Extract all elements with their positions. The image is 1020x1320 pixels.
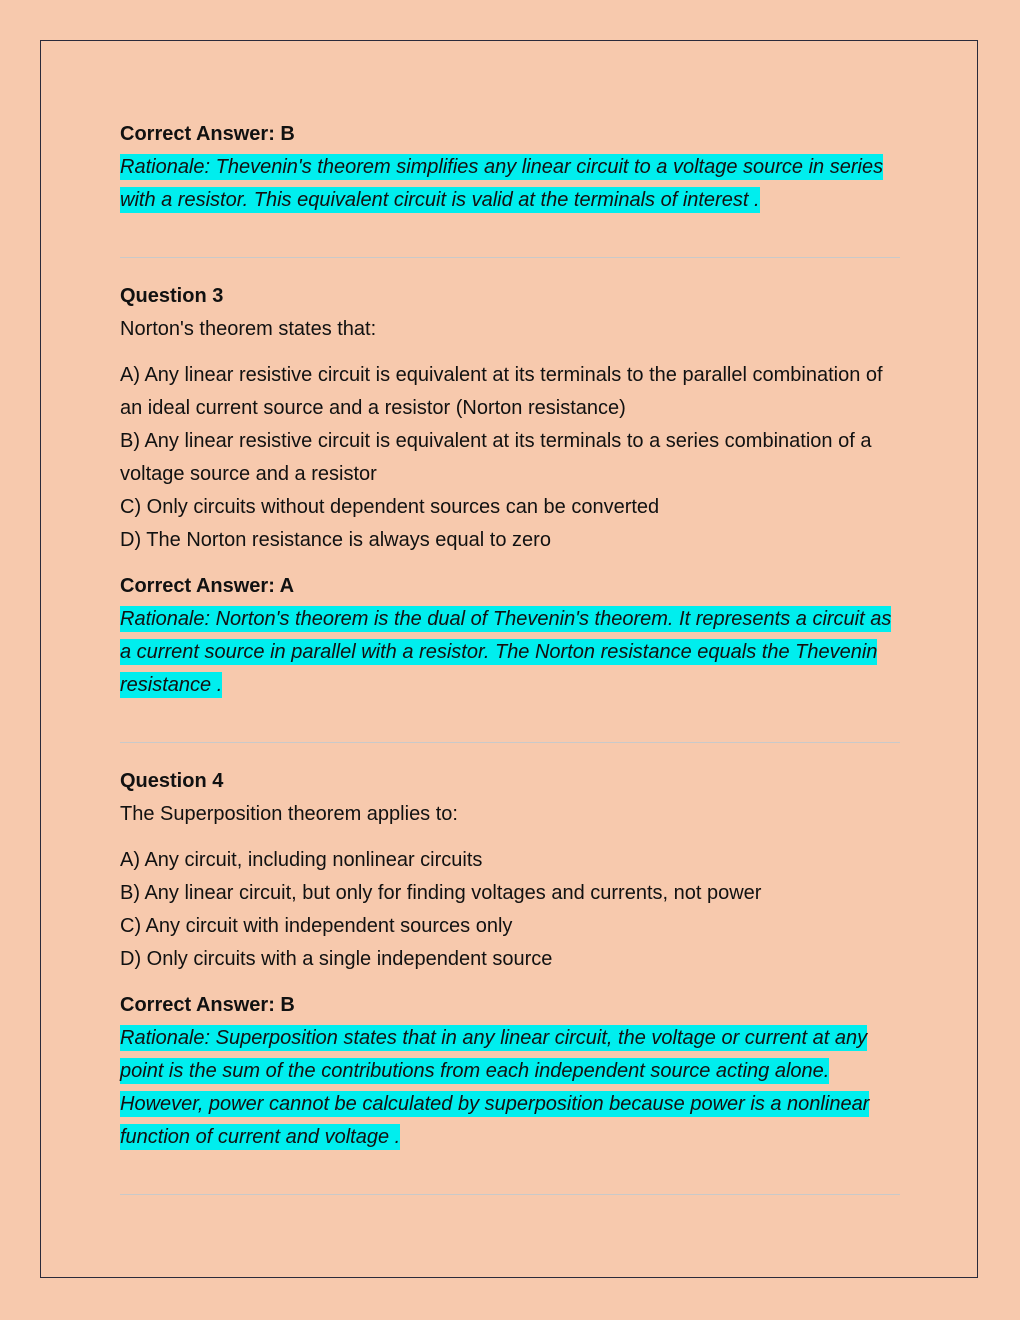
question-title: Question 4	[120, 770, 224, 792]
answer-options	[120, 844, 900, 976]
correct-answer-label: Correct Answer: B	[120, 994, 295, 1016]
option-a: A) Any circuit, including nonlinear circuits	[120, 849, 483, 871]
rationale-highlight: Rationale: Superposition states that in any linear circuit, the voltage or current at any point is the sum of the contributions from each independent source acting alone. However, power cannot be calculated by superposition because power is a nonlinear function of current and voltage .	[120, 1027, 870, 1148]
option-b: B) Any linear resistive circuit is equivalent at its terminals to a series combination of a voltage source and a resistor	[120, 430, 872, 485]
section-divider	[120, 1194, 900, 1195]
section-divider	[120, 257, 900, 258]
rationale-highlight: Rationale: Norton's theorem is the dual of Thevenin's theorem. It represents a circuit as a current source in parallel with a resistor. The Norton resistance equals the Thevenin resistance .	[120, 608, 892, 696]
question-prompt: Norton's theorem states that:	[120, 318, 377, 340]
option-b: B) Any linear circuit, but only for finding voltages and currents, not power	[120, 882, 762, 904]
rationale-text	[120, 603, 900, 702]
option-a: A) Any linear resistive circuit is equivalent at its terminals to the parallel combination of an ideal current source and a resistor (Norton resistance)	[120, 364, 883, 419]
option-d: D) The Norton resistance is always equal to zero	[120, 529, 551, 551]
question-title: Question 3	[120, 285, 224, 307]
rationale-text	[120, 151, 900, 217]
document-content	[120, 118, 900, 1195]
question-2-answer-section	[120, 118, 900, 217]
question-3-section	[120, 280, 900, 702]
option-d: D) Only circuits with a single independent source	[120, 948, 553, 970]
question-prompt: The Superposition theorem applies to:	[120, 803, 458, 825]
option-c: C) Only circuits without dependent sources can be converted	[120, 496, 660, 518]
rationale-highlight: Rationale: Thevenin's theorem simplifies any linear circuit to a voltage source in series with a resistor. This equivalent circuit is valid at the terminals of interest .	[120, 156, 884, 211]
correct-answer-label: Correct Answer: A	[120, 575, 295, 597]
rationale-text	[120, 1022, 900, 1154]
question-4-section	[120, 765, 900, 1154]
section-divider	[120, 742, 900, 743]
answer-options	[120, 359, 900, 557]
correct-answer-label: Correct Answer: B	[120, 123, 295, 145]
option-c: C) Any circuit with independent sources only	[120, 915, 513, 937]
